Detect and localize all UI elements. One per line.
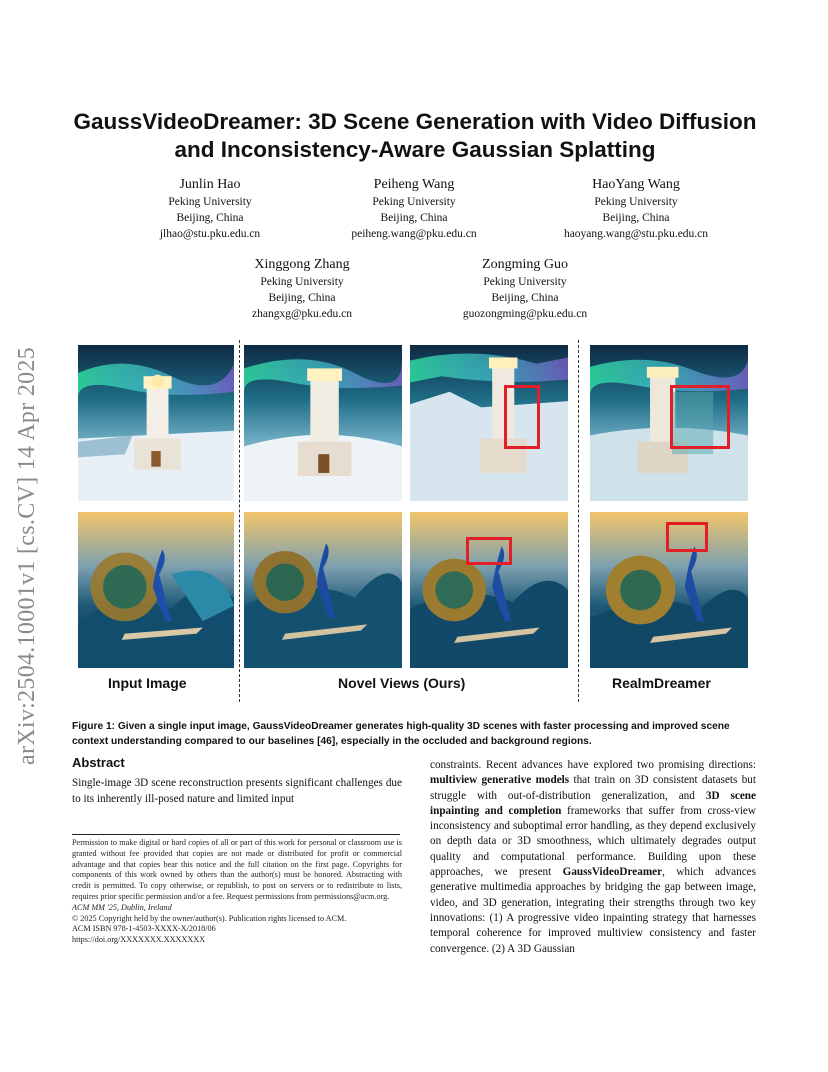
copyright-footnote <box>72 838 402 946</box>
abstract-heading: Abstract <box>72 755 125 770</box>
isbn-line: ACM ISBN 978-1-4503-XXXX-X/2018/06 <box>72 924 216 934</box>
body-text-right-column <box>430 758 756 957</box>
author-email: peiheng.wang@pku.edu.cn <box>351 228 477 240</box>
figure-caption: Figure 1: Given a single input image, GaussVideoDreamer generates high-quality 3D scenes with faster processing and improved scene context understanding compared to our baselines [46], especially in the occluded and background regions. <box>72 721 730 747</box>
author-affiliation: Peking University <box>260 276 344 288</box>
author-name: HaoYang Wang <box>592 177 680 192</box>
input-image-lighthouse <box>78 345 234 501</box>
novel-view-2-peacock <box>410 512 568 668</box>
novel-view-1-peacock <box>244 512 402 668</box>
input-image-peacock <box>78 512 234 668</box>
author-location: Beijing, China <box>380 212 448 224</box>
paper-title <box>70 108 760 164</box>
teaser-figure <box>78 340 750 702</box>
author-affiliation: Peking University <box>594 196 678 208</box>
author-name: Junlin Hao <box>179 177 241 192</box>
novel-view-2-lighthouse <box>410 345 568 501</box>
paper-title-line-1: GaussVideoDreamer: 3D Scene Generation with Video Diffusion <box>73 109 757 134</box>
realmdreamer-peacock <box>590 512 748 668</box>
paper-title-line-2: and Inconsistency-Aware Gaussian Splatting <box>174 137 656 162</box>
author-block-4 <box>222 256 382 322</box>
author-block-3 <box>546 176 726 242</box>
highlight-box <box>504 385 540 449</box>
body-text: constraints. Recent advances have explored two promising directions: <box>430 759 756 771</box>
conference-venue: ACM MM '25, Dublin, Ireland <box>72 902 172 912</box>
author-name: Xinggong Zhang <box>254 257 350 272</box>
body-text: that train on 3D consistent datasets but struggle with out-of-distribution generalization, and <box>430 774 756 802</box>
permission-notice: Permission to make digital or hard copies of all or part of this work for personal or classroom use is granted without fee provided that copies are not made or distributed for profit or commercial advantage and that copies bear this notice and the full citation on the first page. Copyrights for components of this work owned by others than the author(s) must be honored. Abstracting with credit is permitted. To copy otherwise, or republish, to post on servers or to redistribute to lists, requires prior specific permission and/or a fee. Request permissions from permissions@acm.org. <box>72 838 402 901</box>
author-location: Beijing, China <box>268 292 336 304</box>
author-affiliation: Peking University <box>168 196 252 208</box>
author-email: guozongming@pku.edu.cn <box>462 308 588 320</box>
copyright-line: © 2025 Copyright held by the owner/author(s). Publication rights licensed to ACM. <box>72 913 347 923</box>
author-block-2 <box>334 176 494 242</box>
bold-term: 3D scene inpainting and completion <box>430 789 756 817</box>
author-location: Beijing, China <box>491 292 559 304</box>
author-affiliation: Peking University <box>372 196 456 208</box>
arxiv-identifier-stamp: arXiv:2504.10001v1 [cs.CV] 14 Apr 2025 <box>14 346 40 765</box>
abstract-text: Single-image 3D scene reconstruction presents significant challenges due to its inherently ill-posed nature and limited input <box>72 777 402 805</box>
label-input-image: Input Image <box>108 675 187 691</box>
author-block-5 <box>445 256 605 322</box>
author-location: Beijing, China <box>602 212 670 224</box>
column-divider <box>239 340 240 702</box>
realmdreamer-lighthouse <box>590 345 748 501</box>
highlight-box <box>670 385 730 449</box>
label-novel-views: Novel Views (Ours) <box>338 675 466 691</box>
novel-view-1-lighthouse <box>244 345 402 501</box>
author-name: Zongming Guo <box>482 257 568 272</box>
author-location: Beijing, China <box>176 212 244 224</box>
author-email: haoyang.wang@stu.pku.edu.cn <box>563 228 709 240</box>
author-block-1 <box>130 176 290 242</box>
highlight-box <box>466 537 512 565</box>
author-email: jlhao@stu.pku.edu.cn <box>159 228 261 240</box>
body-text: , which advances generative multimedia approaches by bridging the gap between image, video, and 3D generation, integrating their strengths through two key innovations: (1) A progressive video inpainting strategy that harnesses temporal coherence for improved multiview consistency and faster convergence. (2) A 3D Gaussian <box>430 866 756 955</box>
body-text: frameworks that suffer from cross-view inconsistency and suboptimal error handling, as they depend exclusively on depth data or 3D smoothness, which ultimately degrades output quality and computational performance. Building upon these approaches, we present <box>430 804 756 879</box>
author-email: zhangxg@pku.edu.cn <box>251 308 352 320</box>
author-name: Peiheng Wang <box>373 177 455 192</box>
author-affiliation: Peking University <box>483 276 567 288</box>
bold-term: multiview generative models <box>430 774 570 787</box>
column-divider <box>578 340 579 702</box>
footnote-rule <box>72 834 400 835</box>
doi-link[interactable]: https://doi.org/XXXXXXX.XXXXXXX <box>72 935 206 945</box>
bold-term: GaussVideoDreamer <box>562 866 663 879</box>
highlight-box <box>666 522 708 552</box>
label-realmdreamer: RealmDreamer <box>612 675 711 691</box>
